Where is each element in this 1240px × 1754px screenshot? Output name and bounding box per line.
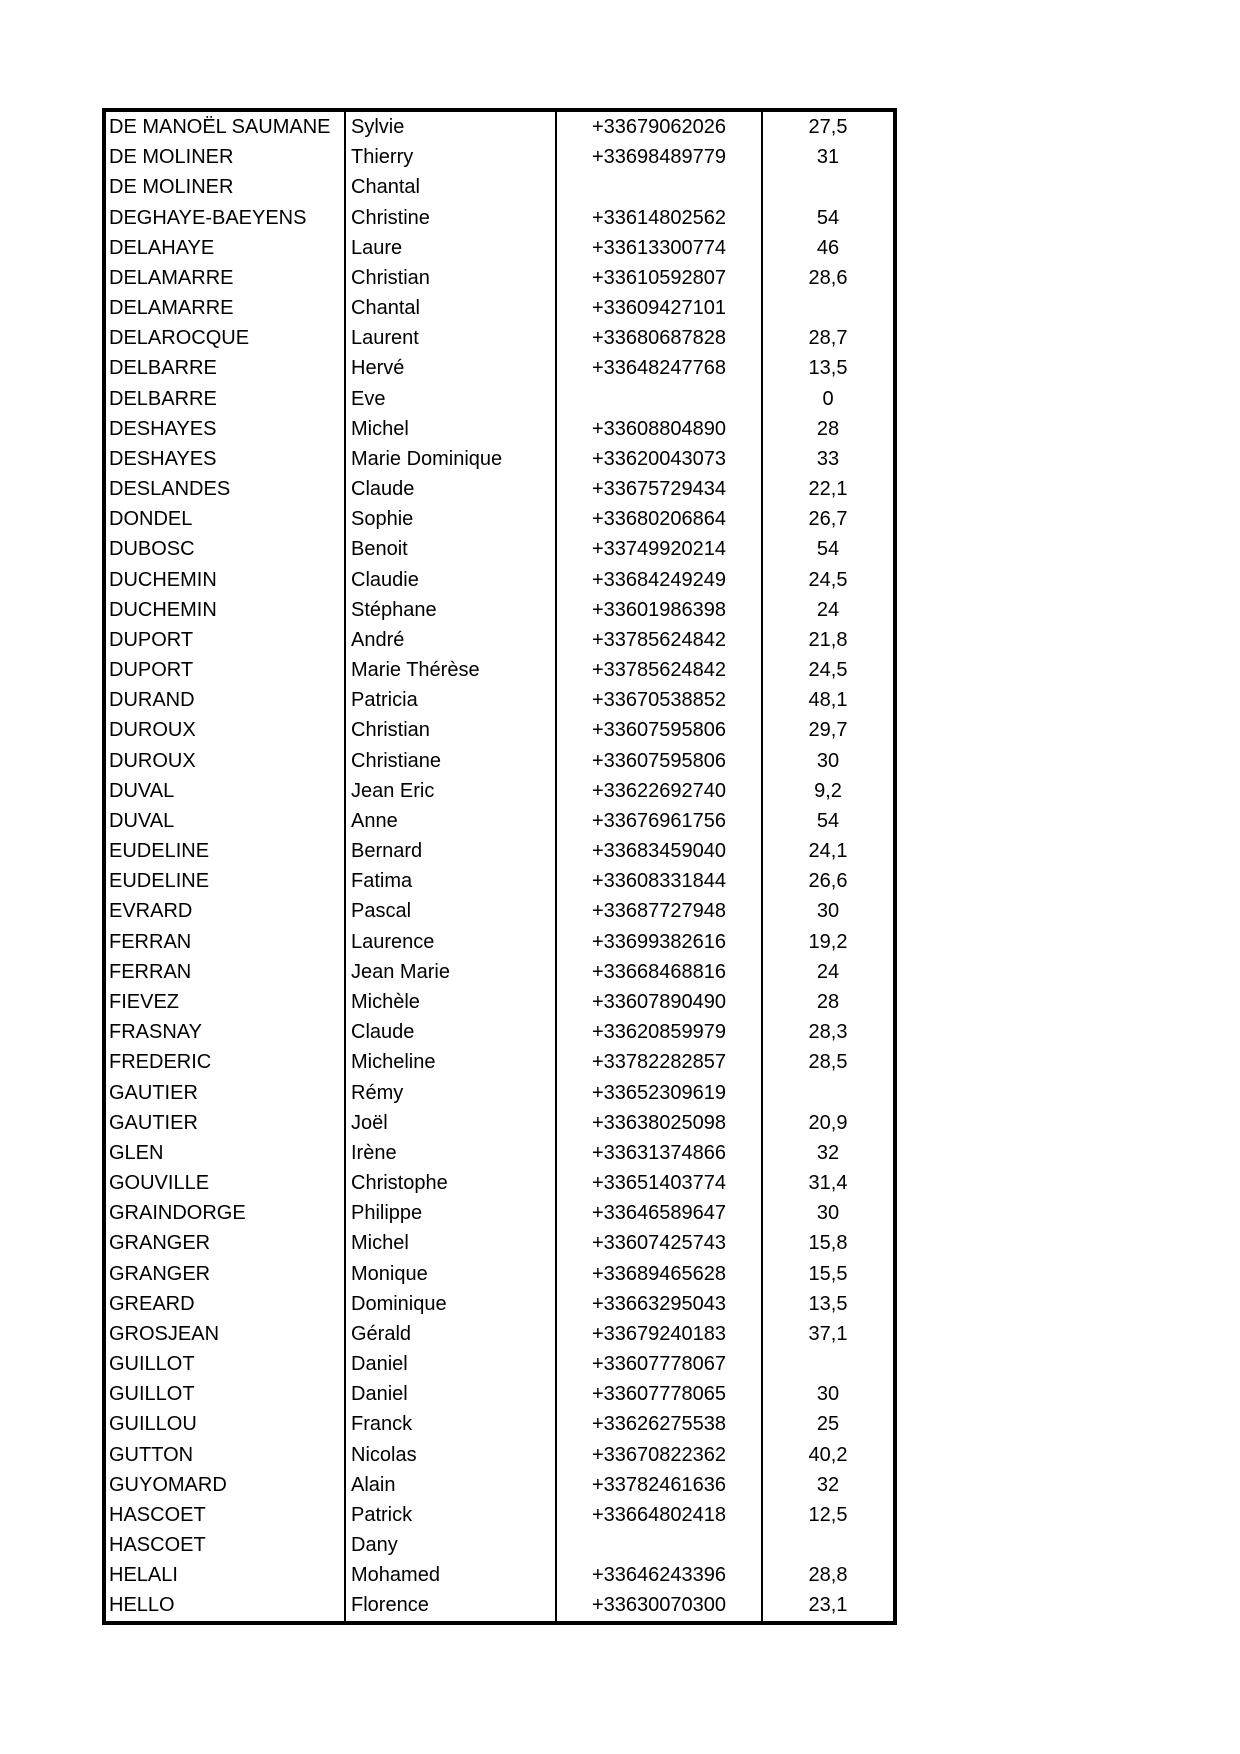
value-cell [763, 1078, 893, 1108]
phone-cell: +33609427101 [557, 293, 763, 323]
last-name-cell: DESLANDES [106, 474, 346, 504]
first-name-cell: Nicolas [346, 1440, 557, 1470]
value-cell: 46 [816, 236, 840, 259]
last-name-cell: DELAROCQUE [106, 323, 346, 353]
phone-cell: +33622692740 [557, 776, 763, 806]
first-name-cell: Christine [346, 203, 557, 233]
value-cell: 33 [816, 447, 840, 470]
value-cell: 29,7 [808, 719, 848, 742]
phone-cell: +33620859979 [557, 1017, 763, 1047]
phone-cell: +33608331844 [557, 866, 763, 896]
last-name-cell: DUVAL [106, 776, 346, 806]
phone-cell: +33687727948 [557, 896, 763, 926]
value-cell: 9,2 [814, 779, 842, 802]
value-cell: 0 [822, 387, 834, 410]
value-cell: 28,7 [808, 327, 848, 350]
last-name-cell: FERRAN [106, 927, 346, 957]
last-name-cell: GUILLOU [106, 1409, 346, 1439]
value-cell: 28,6 [808, 266, 848, 289]
phone-cell: +33664802418 [557, 1500, 763, 1530]
phone-cell: +33646243396 [557, 1560, 763, 1590]
first-name-cell: Claude [346, 1017, 557, 1047]
last-name-cell: GUILLOT [106, 1349, 346, 1379]
first-name-cell: Bernard [346, 836, 557, 866]
value-cell: 37,1 [808, 1322, 848, 1345]
phone-cell: +33601986398 [557, 595, 763, 625]
last-name-cell: DUCHEMIN [106, 595, 346, 625]
value-cell: 25 [816, 1413, 840, 1436]
first-name-cell: Florence [346, 1590, 557, 1620]
phone-cell: +33607778065 [557, 1379, 763, 1409]
last-name-cell: GOUVILLE [106, 1168, 346, 1198]
value-cell: 15,5 [808, 1262, 848, 1285]
first-name-cell: Jean Eric [346, 776, 557, 806]
last-name-cell: DUBOSC [106, 534, 346, 564]
value-cell: 32 [816, 1141, 840, 1164]
last-name-cell: DUROUX [106, 715, 346, 745]
value-cell: 24 [816, 598, 840, 621]
last-name-cell: FRASNAY [106, 1017, 346, 1047]
first-name-cell: Dany [346, 1530, 557, 1560]
phone-cell: +33613300774 [557, 233, 763, 263]
first-name-cell: Eve [346, 384, 557, 414]
first-name-cell: Anne [346, 806, 557, 836]
last-name-cell: HASCOET [106, 1500, 346, 1530]
phone-cell: +33782461636 [557, 1470, 763, 1500]
value-cell: 21,8 [808, 628, 848, 651]
value-cell: 32 [816, 1473, 840, 1496]
last-name-cell: FERRAN [106, 957, 346, 987]
last-name-cell: DE MOLINER [106, 172, 346, 202]
value-cell: 30 [816, 1202, 840, 1225]
last-name-cell: GAUTIER [106, 1108, 346, 1138]
value-cell: 48,1 [808, 689, 848, 712]
value-cell: 12,5 [808, 1503, 848, 1526]
last-name-cell: DESHAYES [106, 444, 346, 474]
phone-cell: +33631374866 [557, 1138, 763, 1168]
first-name-cell: Chantal [346, 293, 557, 323]
first-name-cell: Christian [346, 263, 557, 293]
first-name-cell: Marie Dominique [346, 444, 557, 474]
contact-roster-table [102, 108, 897, 1625]
value-cell: 20,9 [808, 1111, 848, 1134]
value-cell: 26,7 [808, 508, 848, 531]
phone-cell: +33679240183 [557, 1319, 763, 1349]
last-name-cell: GREARD [106, 1289, 346, 1319]
last-name-cell: FIEVEZ [106, 987, 346, 1017]
phone-cell: +33630070300 [557, 1590, 763, 1620]
phone-cell: +33670538852 [557, 685, 763, 715]
phone-cell: +33749920214 [557, 534, 763, 564]
first-name-cell: Sylvie [346, 112, 557, 142]
phone-cell: +33610592807 [557, 263, 763, 293]
value-cell: 27,5 [808, 116, 848, 138]
phone-cell: +33683459040 [557, 836, 763, 866]
value-cell: 13,5 [808, 357, 848, 380]
last-name-cell: EVRARD [106, 896, 346, 926]
first-name-cell: Marie Thérèse [346, 655, 557, 685]
first-name-cell: Franck [346, 1409, 557, 1439]
phone-cell: +33626275538 [557, 1409, 763, 1439]
first-name-cell: Michel [346, 414, 557, 444]
value-cell: 24,1 [808, 840, 848, 863]
first-name-cell: Gérald [346, 1319, 557, 1349]
first-name-cell: Fatima [346, 866, 557, 896]
phone-cell: +33614802562 [557, 203, 763, 233]
phone-cell: +33676961756 [557, 806, 763, 836]
first-name-cell: Claude [346, 474, 557, 504]
first-name-cell: Michèle [346, 987, 557, 1017]
phone-cell: +33680206864 [557, 504, 763, 534]
first-name-cell: Claudie [346, 565, 557, 595]
phone-cell: +33663295043 [557, 1289, 763, 1319]
phone-cell: +33684249249 [557, 565, 763, 595]
phone-cell: +33679062026 [557, 112, 763, 142]
phone-cell: +33689465628 [557, 1259, 763, 1289]
value-cell: 28,3 [808, 1021, 848, 1044]
value-cell: 28,5 [808, 1051, 848, 1074]
value-cell: 30 [816, 900, 840, 923]
last-name-cell: DELAMARRE [106, 293, 346, 323]
last-name-cell: GUTTON [106, 1440, 346, 1470]
first-name-cell: Hervé [346, 353, 557, 383]
first-name-cell: Jean Marie [346, 957, 557, 987]
first-name-cell: Laurent [346, 323, 557, 353]
last-name-cell: EUDELINE [106, 866, 346, 896]
value-cell: 23,1 [808, 1594, 848, 1617]
last-name-cell: DUROUX [106, 746, 346, 776]
last-name-cell: DUCHEMIN [106, 565, 346, 595]
phone-cell: +33607425743 [557, 1228, 763, 1258]
phone-cell: +33699382616 [557, 927, 763, 957]
value-cell: 26,6 [808, 870, 848, 893]
first-name-cell: Irène [346, 1138, 557, 1168]
last-name-cell: DESHAYES [106, 414, 346, 444]
last-name-cell: DONDEL [106, 504, 346, 534]
phone-cell: +33638025098 [557, 1108, 763, 1138]
phone-cell: +33620043073 [557, 444, 763, 474]
first-name-cell: Alain [346, 1470, 557, 1500]
value-cell: 40,2 [808, 1443, 848, 1466]
phone-cell: +33785624842 [557, 625, 763, 655]
first-name-cell: Philippe [346, 1198, 557, 1228]
first-name-cell: Thierry [346, 142, 557, 172]
first-name-cell: Patrick [346, 1500, 557, 1530]
phone-cell: +33607890490 [557, 987, 763, 1017]
last-name-cell: GRANGER [106, 1259, 346, 1289]
value-cell: 13,5 [808, 1292, 848, 1315]
last-name-cell: FREDERIC [106, 1047, 346, 1077]
value-cell: 24,5 [808, 568, 848, 591]
last-name-cell: EUDELINE [106, 836, 346, 866]
phone-cell [557, 1530, 763, 1560]
first-name-cell: Laurence [346, 927, 557, 957]
value-cell: 15,8 [808, 1232, 848, 1255]
first-name-cell: Daniel [346, 1379, 557, 1409]
first-name-cell: Chantal [346, 172, 557, 202]
last-name-cell: GUYOMARD [106, 1470, 346, 1500]
first-name-cell: Christian [346, 715, 557, 745]
first-name-cell: Micheline [346, 1047, 557, 1077]
value-cell: 30 [816, 749, 840, 772]
first-name-cell: Joël [346, 1108, 557, 1138]
last-name-cell: DUPORT [106, 655, 346, 685]
first-name-cell: André [346, 625, 557, 655]
first-name-cell: Daniel [346, 1349, 557, 1379]
value-cell: 54 [816, 538, 840, 561]
last-name-cell: DUVAL [106, 806, 346, 836]
first-name-cell: Sophie [346, 504, 557, 534]
last-name-cell: HELALI [106, 1560, 346, 1590]
phone-cell: +33607595806 [557, 715, 763, 745]
value-cell: 31 [816, 146, 840, 169]
last-name-cell: DE MOLINER [106, 142, 346, 172]
last-name-cell: HELLO [106, 1590, 346, 1620]
last-name-cell: DE MANOËL SAUMANE [106, 112, 346, 142]
value-cell: 54 [816, 206, 840, 229]
phone-cell [557, 384, 763, 414]
first-name-cell: Monique [346, 1259, 557, 1289]
value-cell [763, 172, 893, 202]
first-name-cell: Benoit [346, 534, 557, 564]
phone-cell: +33651403774 [557, 1168, 763, 1198]
last-name-cell: GROSJEAN [106, 1319, 346, 1349]
phone-cell: +33698489779 [557, 142, 763, 172]
last-name-cell: DELAMARRE [106, 263, 346, 293]
last-name-cell: GAUTIER [106, 1078, 346, 1108]
last-name-cell: DELBARRE [106, 384, 346, 414]
value-cell: 19,2 [808, 930, 848, 953]
phone-cell: +33680687828 [557, 323, 763, 353]
last-name-cell: GRANGER [106, 1228, 346, 1258]
value-cell [763, 1530, 893, 1560]
last-name-cell: DUPORT [106, 625, 346, 655]
first-name-cell: Rémy [346, 1078, 557, 1108]
first-name-cell: Dominique [346, 1289, 557, 1319]
value-cell: 24,5 [808, 659, 848, 682]
first-name-cell: Michel [346, 1228, 557, 1258]
last-name-cell: DURAND [106, 685, 346, 715]
last-name-cell: DELBARRE [106, 353, 346, 383]
value-cell: 30 [816, 1383, 840, 1406]
value-cell: 22,1 [808, 478, 848, 501]
last-name-cell: HASCOET [106, 1530, 346, 1560]
value-cell [763, 1349, 893, 1379]
phone-cell [557, 172, 763, 202]
phone-cell: +33648247768 [557, 353, 763, 383]
first-name-cell: Pascal [346, 896, 557, 926]
phone-cell: +33607595806 [557, 746, 763, 776]
value-cell: 28 [816, 417, 840, 440]
phone-cell: +33652309619 [557, 1078, 763, 1108]
phone-cell: +33785624842 [557, 655, 763, 685]
first-name-cell: Mohamed [346, 1560, 557, 1590]
phone-cell: +33646589647 [557, 1198, 763, 1228]
value-cell: 28,8 [808, 1564, 848, 1587]
phone-cell: +33607778067 [557, 1349, 763, 1379]
value-cell: 31,4 [808, 1172, 848, 1195]
phone-cell: +33670822362 [557, 1440, 763, 1470]
value-cell: 24 [816, 960, 840, 983]
last-name-cell: DEGHAYE-BAEYENS [106, 203, 346, 233]
value-cell: 28 [816, 990, 840, 1013]
first-name-cell: Christiane [346, 746, 557, 776]
first-name-cell: Laure [346, 233, 557, 263]
last-name-cell: GUILLOT [106, 1379, 346, 1409]
phone-cell: +33668468816 [557, 957, 763, 987]
phone-cell: +33675729434 [557, 474, 763, 504]
first-name-cell: Stéphane [346, 595, 557, 625]
last-name-cell: GLEN [106, 1138, 346, 1168]
phone-cell: +33608804890 [557, 414, 763, 444]
phone-cell: +33782282857 [557, 1047, 763, 1077]
last-name-cell: DELAHAYE [106, 233, 346, 263]
value-cell: 54 [816, 809, 840, 832]
first-name-cell: Patricia [346, 685, 557, 715]
last-name-cell: GRAINDORGE [106, 1198, 346, 1228]
first-name-cell: Christophe [346, 1168, 557, 1198]
value-cell [763, 293, 893, 323]
